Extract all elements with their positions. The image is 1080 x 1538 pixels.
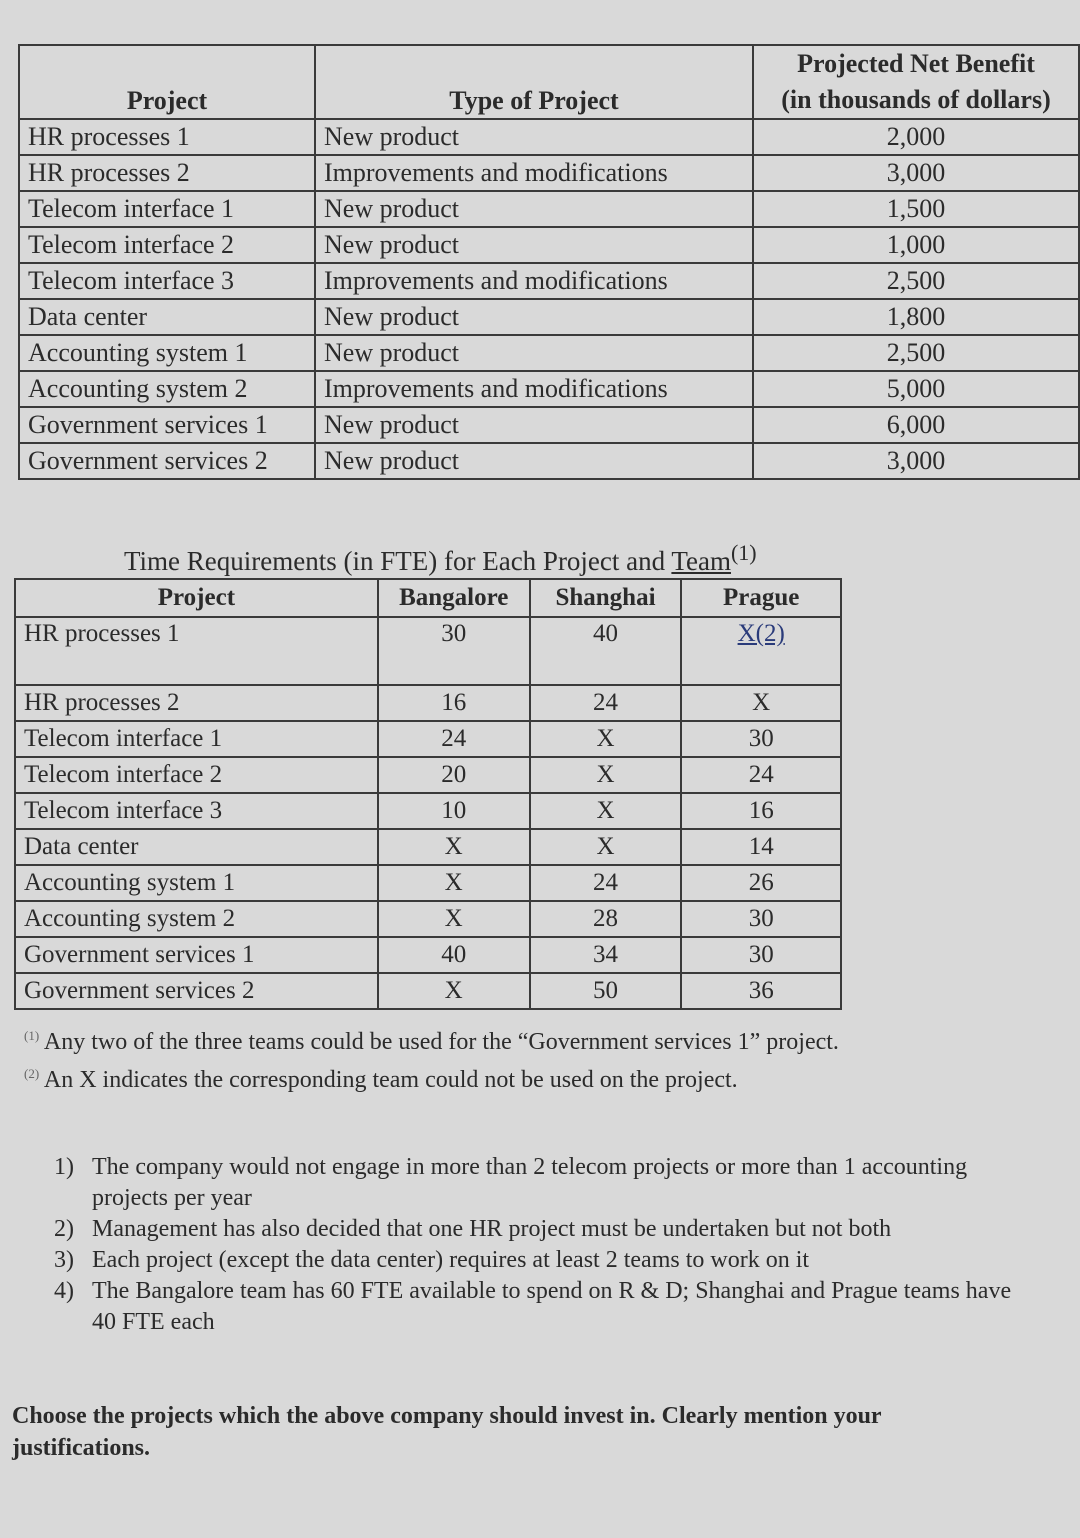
- table1-cell-type: Improvements and modifications: [315, 263, 753, 299]
- table2-cell-project: Government services 1: [15, 937, 378, 973]
- table2-cell-prague: X: [681, 685, 841, 721]
- table2-cell-shanghai: X: [530, 793, 682, 829]
- table2-cell-bangalore: 40: [378, 937, 530, 973]
- table1-cell-project: Telecom interface 3: [19, 263, 315, 299]
- table1-row: [19, 191, 1079, 227]
- table2-cell-project: HR processes 2: [15, 685, 378, 721]
- table2-cell-project: HR processes 1: [15, 617, 378, 685]
- constraint-item: [54, 1245, 1014, 1276]
- table2-header-prague: Prague: [681, 579, 841, 617]
- table1-cell-project: HR processes 2: [19, 155, 315, 191]
- table1-header-benefit-line2: (in thousands of dollars): [781, 85, 1051, 114]
- table2-cell-prague: [681, 617, 841, 685]
- constraint-text: The company would not engage in more than 2 telecom projects or more than 1 accounting projects per year: [92, 1154, 968, 1211]
- table1-row: [19, 407, 1079, 443]
- table2-cell-bangalore: 24: [378, 721, 530, 757]
- table1-cell-benefit: 1,800: [753, 299, 1079, 335]
- table1-header-project: Project: [19, 45, 315, 119]
- table2-cell-bangalore: X: [378, 901, 530, 937]
- table2-cell-project: Accounting system 2: [15, 901, 378, 937]
- footnote-2-mark: (2): [24, 1066, 40, 1081]
- table2-cell-prague: 24: [681, 757, 841, 793]
- table1-cell-benefit: 2,500: [753, 263, 1079, 299]
- table1-row: [19, 119, 1079, 155]
- time-requirements-table: [14, 578, 842, 1010]
- table2-cell-project: Telecom interface 2: [15, 757, 378, 793]
- table2-cell-prague: 26: [681, 865, 841, 901]
- table2-cell-prague: 36: [681, 973, 841, 1009]
- table1-cell-project: Accounting system 2: [19, 371, 315, 407]
- table1-cell-benefit: 5,000: [753, 371, 1079, 407]
- table2-row: [15, 617, 841, 685]
- table2-cell-prague: 14: [681, 829, 841, 865]
- table1-cell-project: Government services 2: [19, 443, 315, 479]
- table2-cell-shanghai: 24: [530, 685, 682, 721]
- table1-cell-type: Improvements and modifications: [315, 371, 753, 407]
- table1-header-benefit: [753, 45, 1079, 119]
- table2-row: [15, 685, 841, 721]
- table2-cell-bangalore: 20: [378, 757, 530, 793]
- table1-row: [19, 443, 1079, 479]
- table2-row: [15, 829, 841, 865]
- table1-cell-benefit: 2,000: [753, 119, 1079, 155]
- table1-cell-project: Telecom interface 1: [19, 191, 315, 227]
- table1-cell-project: Accounting system 1: [19, 335, 315, 371]
- table1-cell-project: HR processes 1: [19, 119, 315, 155]
- table2-cell-shanghai: X: [530, 721, 682, 757]
- question-text: Choose the projects which the above company should invest in. Clearly mention your justifications.: [12, 1403, 882, 1461]
- table2-cell-shanghai: 28: [530, 901, 682, 937]
- constraint-item: [54, 1214, 1014, 1245]
- table2-cell-bangalore: 30: [378, 617, 530, 685]
- table1-cell-type: New product: [315, 335, 753, 371]
- table2-cell-prague: 30: [681, 721, 841, 757]
- table2-row: [15, 793, 841, 829]
- table2-row: [15, 901, 841, 937]
- table2-cell-bangalore: 10: [378, 793, 530, 829]
- constraint-number: 3): [54, 1247, 74, 1273]
- table2-cell-shanghai: 24: [530, 865, 682, 901]
- constraint-number: 2): [54, 1216, 74, 1242]
- table1-cell-benefit: 6,000: [753, 407, 1079, 443]
- table1-row: [19, 227, 1079, 263]
- table1-cell-type: New product: [315, 191, 753, 227]
- time-requirements-title: [124, 540, 757, 577]
- constraint-number: 1): [54, 1154, 74, 1180]
- table1-header-type: Type of Project: [315, 45, 753, 119]
- table1-header-row: [19, 45, 1079, 119]
- table2-cell-prague-note-link[interactable]: X(2): [737, 620, 785, 647]
- table1-row: [19, 371, 1079, 407]
- table2-cell-bangalore: X: [378, 829, 530, 865]
- table2-cell-project: Data center: [15, 829, 378, 865]
- table1-cell-benefit: 2,500: [753, 335, 1079, 371]
- table2-row: [15, 721, 841, 757]
- table2-header-row: [15, 579, 841, 617]
- table2-cell-project: Government services 2: [15, 973, 378, 1009]
- constraint-number: 4): [54, 1278, 74, 1304]
- constraints-list: [54, 1152, 1014, 1338]
- table2-cell-shanghai: 50: [530, 973, 682, 1009]
- table1-cell-benefit: 1,500: [753, 191, 1079, 227]
- constraint-item: [54, 1276, 1014, 1338]
- table1-cell-project: Data center: [19, 299, 315, 335]
- table2-cell-bangalore: X: [378, 973, 530, 1009]
- time-requirements-title-text: Time Requirements (in FTE) for Each Project and: [124, 546, 672, 576]
- footnote-1: [24, 1028, 839, 1056]
- table2-cell-shanghai: 34: [530, 937, 682, 973]
- table1-row: [19, 263, 1079, 299]
- footnote-1-mark: (1): [24, 1028, 40, 1043]
- table1-cell-type: New product: [315, 299, 753, 335]
- table2-cell-bangalore: X: [378, 865, 530, 901]
- footnote-2-text: An X indicates the corresponding team could not be used on the project.: [43, 1067, 738, 1093]
- table2-cell-bangalore: 16: [378, 685, 530, 721]
- table2-cell-prague: 30: [681, 901, 841, 937]
- constraint-text: Each project (except the data center) requires at least 2 teams to work on it: [92, 1247, 810, 1273]
- table1-header-benefit-line1: Projected Net Benefit: [797, 49, 1035, 78]
- table2-cell-shanghai: 40: [530, 617, 682, 685]
- table1-cell-project: Telecom interface 2: [19, 227, 315, 263]
- table1-cell-benefit: 3,000: [753, 155, 1079, 191]
- table2-header-shanghai: Shanghai: [530, 579, 682, 617]
- project-benefit-table: [18, 44, 1080, 480]
- table1-cell-project: Government services 1: [19, 407, 315, 443]
- constraint-text: Management has also decided that one HR project must be undertaken but not both: [92, 1216, 892, 1242]
- table1-cell-type: New product: [315, 227, 753, 263]
- table1-row: [19, 155, 1079, 191]
- footnote-2: [24, 1066, 738, 1094]
- table2-header-project: Project: [15, 579, 378, 617]
- table1-row: [19, 299, 1079, 335]
- constraint-text: The Bangalore team has 60 FTE available to spend on R & D; Shanghai and Prague teams have 40 FTE each: [92, 1278, 1012, 1335]
- table1-cell-type: New product: [315, 407, 753, 443]
- table2-cell-prague: 16: [681, 793, 841, 829]
- table1-cell-type: New product: [315, 119, 753, 155]
- table2-cell-prague: 30: [681, 937, 841, 973]
- table1-cell-type: New product: [315, 443, 753, 479]
- table2-row: [15, 757, 841, 793]
- table2-row: [15, 937, 841, 973]
- table2-header-bangalore: Bangalore: [378, 579, 530, 617]
- table2-row: [15, 865, 841, 901]
- time-requirements-title-note: (1): [730, 540, 757, 565]
- table1-cell-benefit: 1,000: [753, 227, 1079, 263]
- table2-row: [15, 973, 841, 1009]
- footnote-1-text: Any two of the three teams could be used for the “Government services 1” project.: [43, 1029, 839, 1055]
- table2-cell-project: Telecom interface 3: [15, 793, 378, 829]
- constraint-item: [54, 1152, 1014, 1214]
- table2-cell-project: Accounting system 1: [15, 865, 378, 901]
- table1-row: [19, 335, 1079, 371]
- time-requirements-title-team: Team: [671, 546, 731, 576]
- table2-cell-shanghai: X: [530, 829, 682, 865]
- table2-cell-shanghai: X: [530, 757, 682, 793]
- table1-cell-type: Improvements and modifications: [315, 155, 753, 191]
- table1-cell-benefit: 3,000: [753, 443, 1079, 479]
- table2-cell-project: Telecom interface 1: [15, 721, 378, 757]
